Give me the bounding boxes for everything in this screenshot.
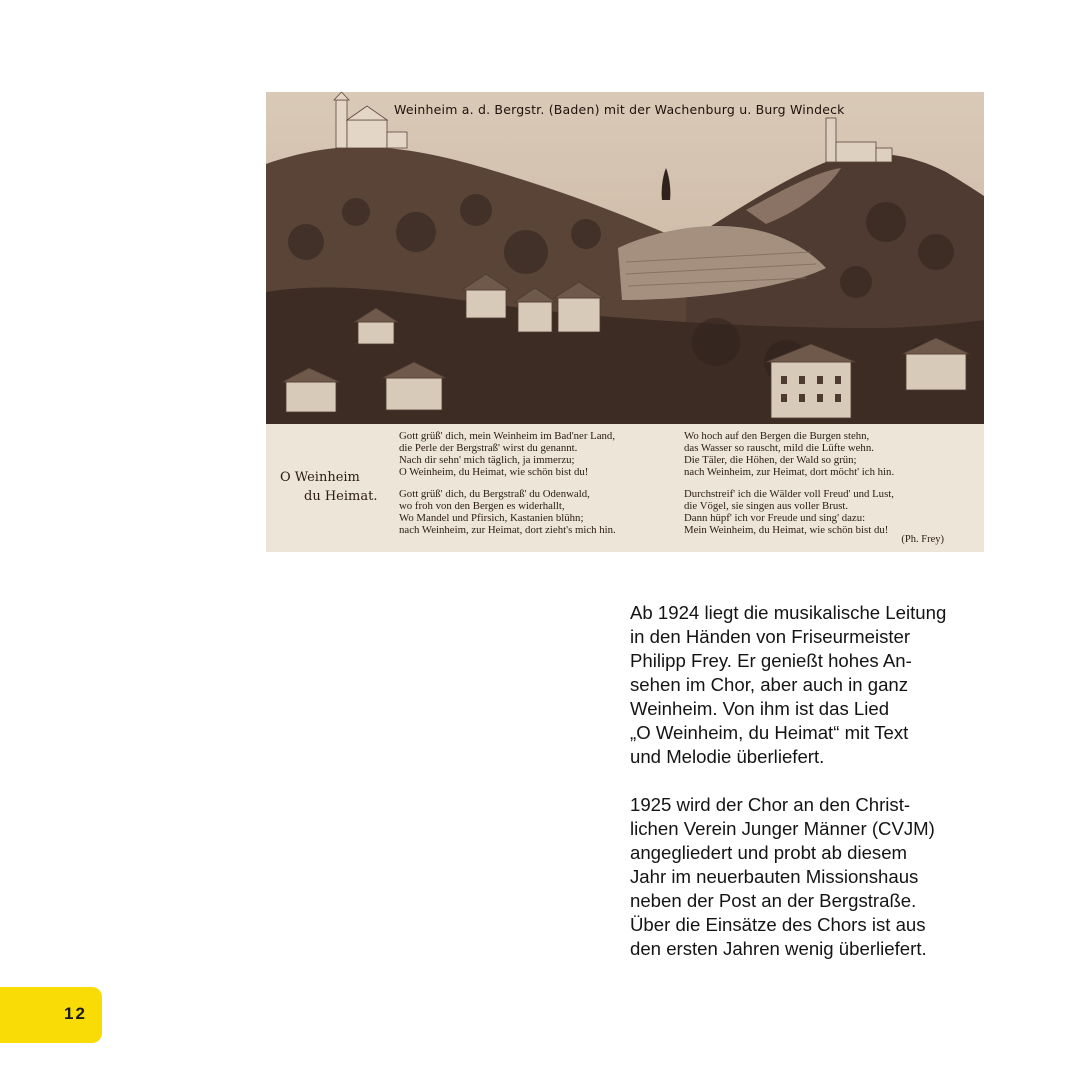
verse-line: Gott grüß' dich, mein Weinheim im Bad'ner Land, xyxy=(399,430,616,442)
text-line: angegliedert und probt ab diesem xyxy=(630,842,908,863)
verse-line: Dann hüpf' ich vor Freude und sing' dazu: xyxy=(684,512,866,524)
article-body xyxy=(630,601,990,985)
verse-line: Die Täler, die Höhen, der Wald so grün; xyxy=(684,454,857,466)
text-line: Philipp Frey. Er genießt hohes An- xyxy=(630,650,912,671)
song-title-line: du Heimat. xyxy=(304,489,378,504)
verse-line: nach Weinheim, zur Heimat, dort zieht's mich hin. xyxy=(399,524,616,536)
text-line: Ab 1924 liegt die musikalische Leitung xyxy=(630,602,947,623)
verse-line: die Perle der Bergstraß' wirst du genannt. xyxy=(399,442,578,454)
paragraph xyxy=(630,793,990,961)
verse-line: Wo Mandel und Pfirsich, Kastanien blühn; xyxy=(399,512,584,524)
verse-line: Mein Weinheim, du Heimat, wie schön bist du! xyxy=(684,524,889,536)
postcard-photo xyxy=(266,92,984,424)
text-line: neben der Post an der Bergstraße. xyxy=(630,890,917,911)
text-line: „O Weinheim, du Heimat“ mit Text xyxy=(630,722,909,743)
postcard-caption xyxy=(266,424,984,552)
verse-2 xyxy=(399,488,616,536)
text-line: 1925 wird der Chor an den Christ- xyxy=(630,794,911,815)
text-line: sehen im Chor, aber auch in ganz xyxy=(630,674,909,695)
historic-postcard xyxy=(266,92,984,552)
verse-line: die Vögel, sie singen aus voller Brust. xyxy=(684,500,849,512)
verse-4 xyxy=(684,488,894,536)
postcard-title: Weinheim a. d. Bergstr. (Baden) mit der Wachenburg u. Burg Windeck xyxy=(394,102,845,117)
text-line: Weinheim. Von ihm ist das Lied xyxy=(630,698,890,719)
verse-line: das Wasser so rauscht, mild die Lüfte wehn. xyxy=(684,442,874,454)
verse-line: O Weinheim, du Heimat, wie schön bist du! xyxy=(399,466,589,478)
verse-line: Nach dir sehn' mich täglich, ja immerzu; xyxy=(399,454,575,466)
song-title xyxy=(280,468,390,506)
verse-line: Wo hoch auf den Bergen die Burgen stehn, xyxy=(684,430,870,442)
verse-3 xyxy=(684,430,894,478)
text-line: Über die Einsätze des Chors ist aus xyxy=(630,914,926,935)
text-line: lichen Verein Junger Männer (CVJM) xyxy=(630,818,935,839)
text-line: in den Händen von Friseurmeister xyxy=(630,626,911,647)
text-line: und Melodie überliefert. xyxy=(630,746,825,767)
text-line: Jahr im neuerbauten Missionshaus xyxy=(630,866,919,887)
verse-line: nach Weinheim, zur Heimat, dort möcht' ich hin. xyxy=(684,466,895,478)
verse-line: Durchstreif' ich die Wälder voll Freud' und Lust, xyxy=(684,488,894,500)
song-credit: (Ph. Frey) xyxy=(901,534,944,545)
weinheim-landscape-illustration xyxy=(266,92,984,424)
page-number: 12 xyxy=(64,1004,87,1023)
verse-1 xyxy=(399,430,615,478)
verse-line: Gott grüß' dich, du Bergstraß' du Odenwald, xyxy=(399,488,590,500)
text-line: den ersten Jahren wenig überliefert. xyxy=(630,938,927,959)
paragraph xyxy=(630,601,990,769)
song-title-line: O Weinheim xyxy=(280,470,360,485)
verse-line: wo froh von den Bergen es widerhallt, xyxy=(399,500,565,512)
